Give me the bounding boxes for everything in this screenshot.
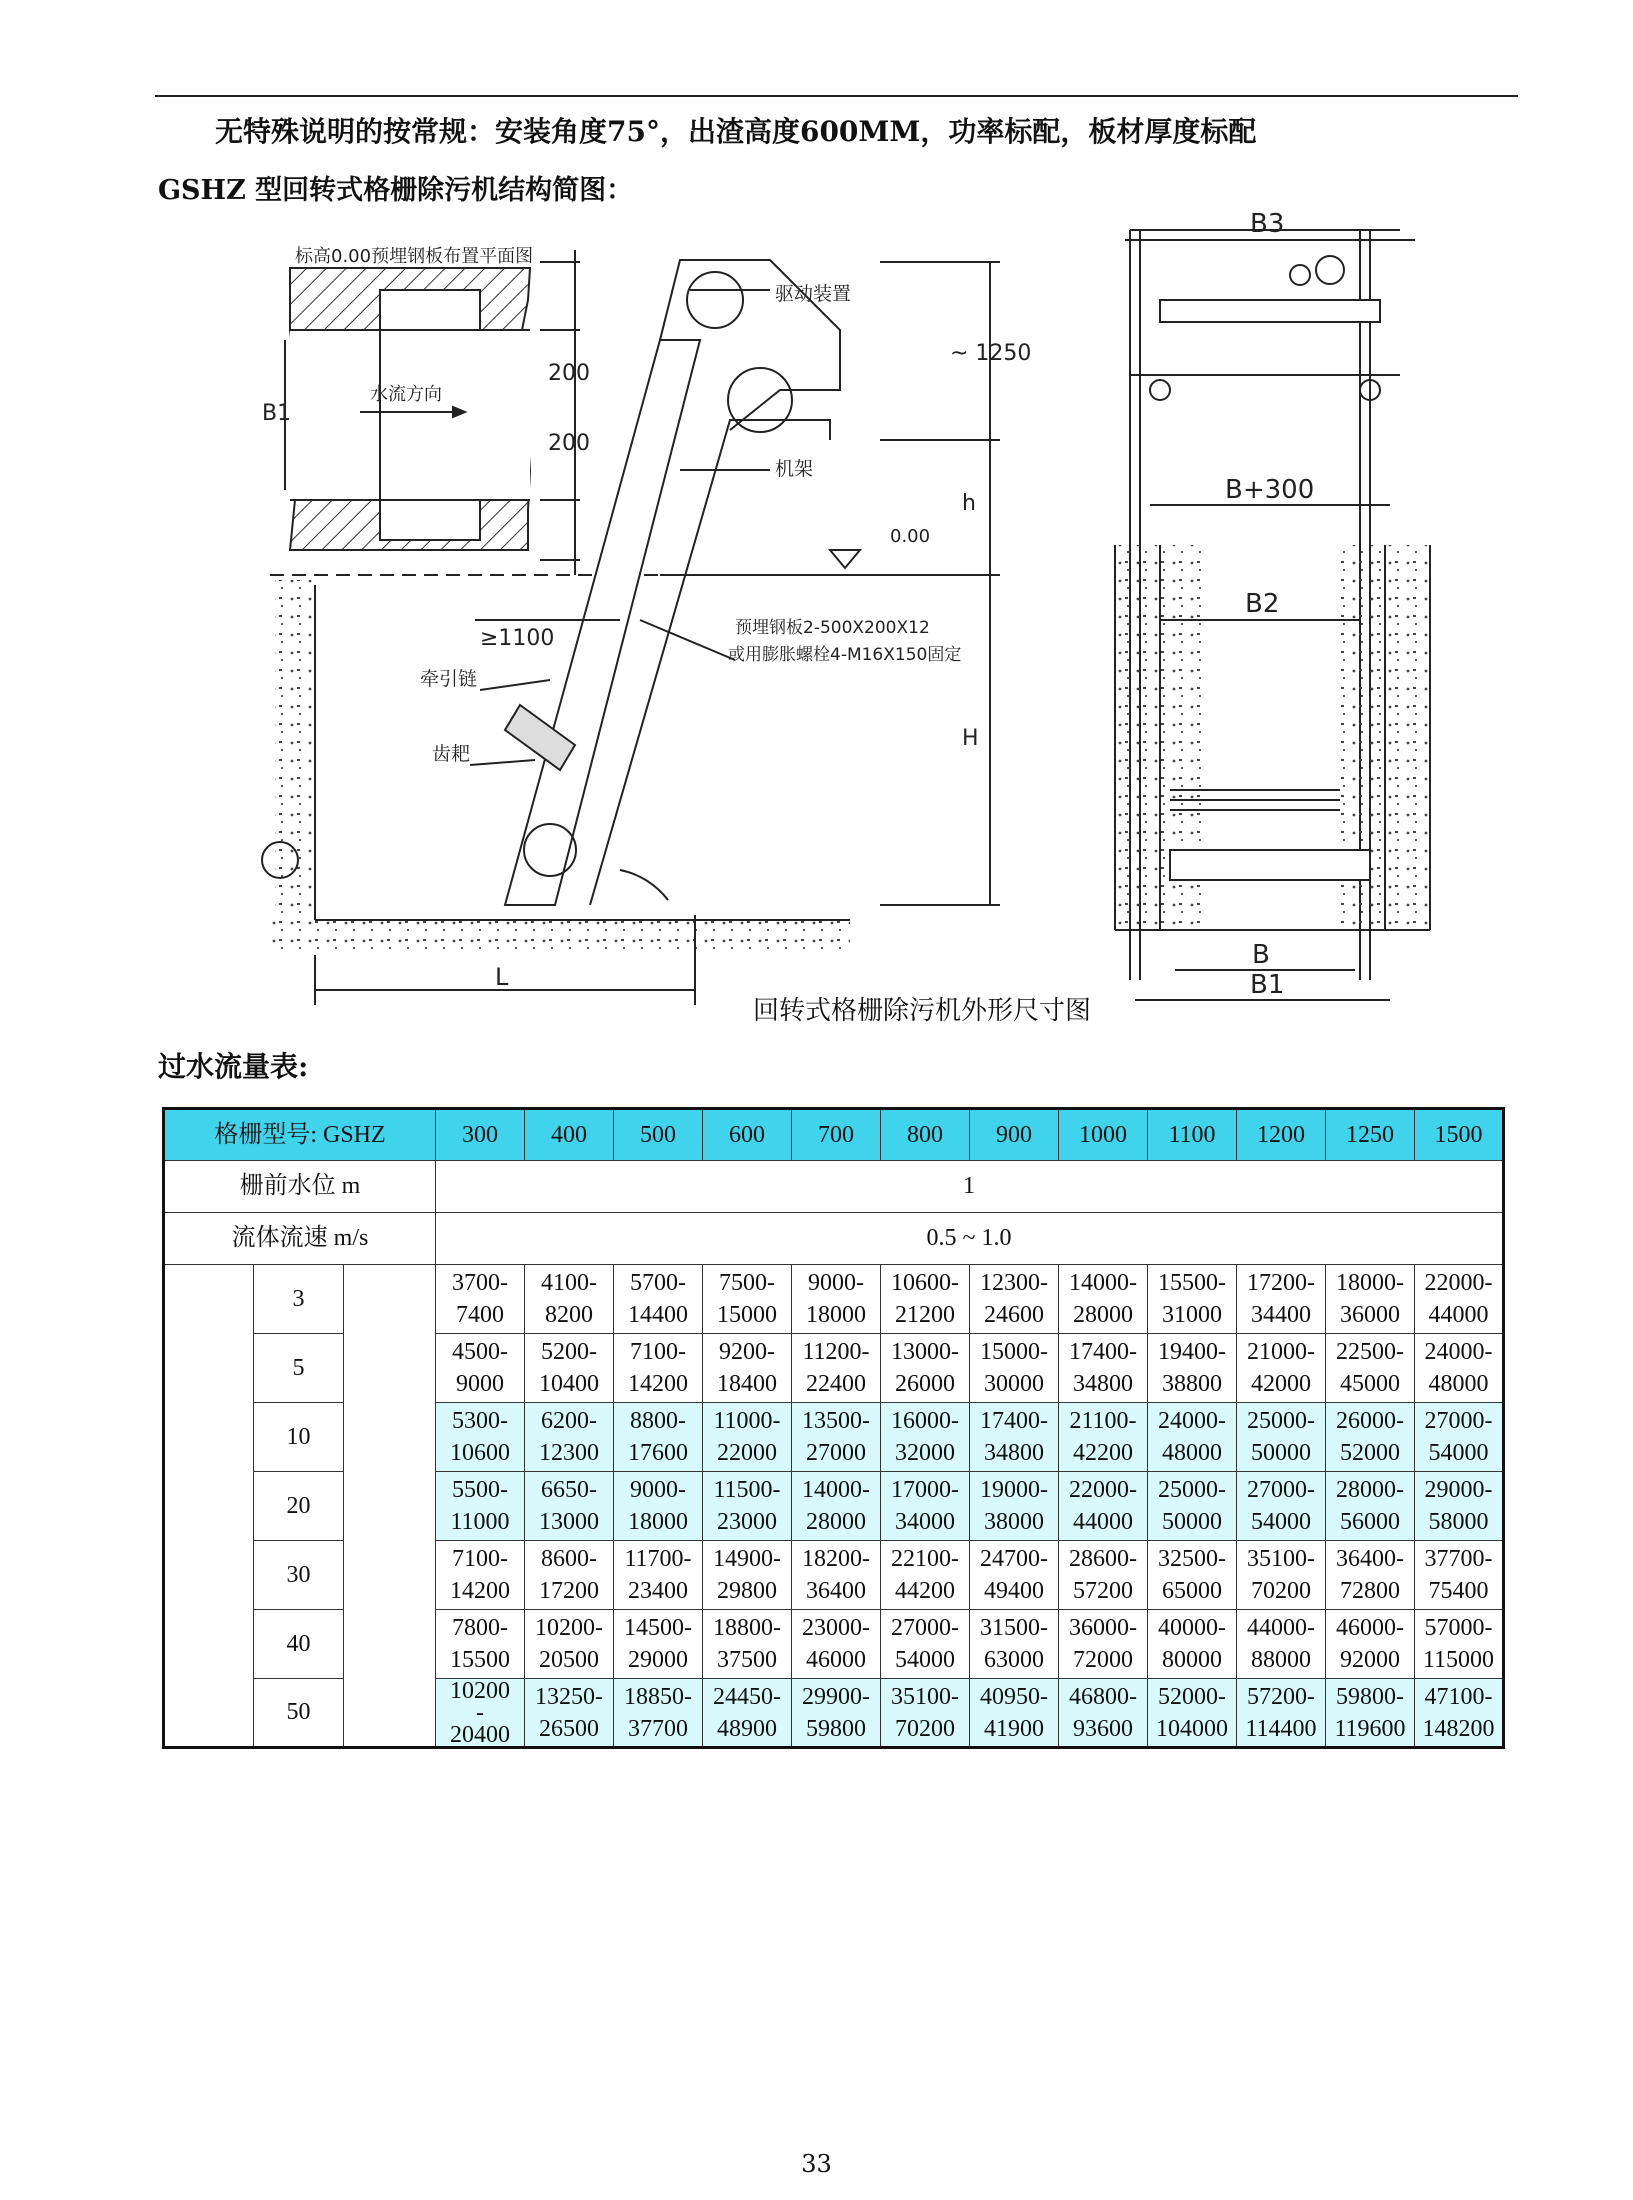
model-1100: 1100	[1148, 1109, 1237, 1161]
flow-cell: 46800- 93600	[1059, 1679, 1148, 1748]
flow-row	[164, 1265, 1504, 1334]
expansion-bolt-label: 或用膨胀螺栓4-M16X150固定	[728, 645, 962, 665]
model-header-row	[164, 1109, 1504, 1161]
level-0-label: 0.00	[890, 526, 931, 547]
blank-left-cell	[164, 1265, 254, 1748]
flow-cell: 22000- 44000	[1059, 1472, 1148, 1541]
flow-cell: 4100- 8200	[525, 1265, 614, 1334]
spec-note: 无特殊说明的按常规：安装角度75°，出渣高度600MM，功率标配，板材厚度标配	[215, 115, 1257, 148]
model-1200: 1200	[1237, 1109, 1326, 1161]
flow-cell: 6650- 13000	[525, 1472, 614, 1541]
flow-cell: 19400- 38800	[1148, 1334, 1237, 1403]
flow-cell: 57000- 115000	[1415, 1610, 1504, 1679]
flow-cell: 29900- 59800	[792, 1679, 881, 1748]
water-direction-label: 水流方向	[370, 384, 442, 405]
flow-cell: 25000- 50000	[1148, 1472, 1237, 1541]
flow-cell: 7800- 15500	[436, 1610, 525, 1679]
flow-cell: 22500- 45000	[1326, 1334, 1415, 1403]
flow-cell: 8600- 17200	[525, 1541, 614, 1610]
flow-cell: 21000- 42000	[1237, 1334, 1326, 1403]
b-plus-300-label: B+300	[1225, 475, 1315, 505]
flow-cell: 57200- 114400	[1237, 1679, 1326, 1748]
b2-dim-label: B2	[1245, 589, 1280, 619]
model-300: 300	[436, 1109, 525, 1161]
flow-cell: 5300- 10600	[436, 1403, 525, 1472]
flow-cell: 16000- 32000	[881, 1403, 970, 1472]
flow-cell: 8800- 17600	[614, 1403, 703, 1472]
flow-cell: 10200 - 20400	[436, 1679, 525, 1748]
flow-cell: 11000- 22000	[703, 1403, 792, 1472]
frame-label: 机架	[775, 458, 814, 480]
b3-dim-label: B3	[1250, 209, 1285, 239]
flow-cell: 46000- 92000	[1326, 1610, 1415, 1679]
model-1000: 1000	[1059, 1109, 1148, 1161]
flow-cell: 22100- 44200	[881, 1541, 970, 1610]
gap-cell: 5	[254, 1334, 344, 1403]
flow-cell: 10200- 20500	[525, 1610, 614, 1679]
flow-cell: 9000- 18000	[792, 1265, 881, 1334]
flow-cell: 17400- 34800	[970, 1403, 1059, 1472]
model-700: 700	[792, 1109, 881, 1161]
flow-cell: 19000- 38000	[970, 1472, 1059, 1541]
flow-cell: 23000- 46000	[792, 1610, 881, 1679]
drawing-caption: 回转式格栅除污机外形尺寸图	[753, 996, 1092, 1026]
embedded-plate-label: 预埋钢板2-500X200X12	[735, 618, 930, 638]
flow-cell: 35100- 70200	[1237, 1541, 1326, 1610]
flow-cell: 36400- 72800	[1326, 1541, 1415, 1610]
plan-view-label: 标高0.00预埋钢板布置平面图	[295, 246, 534, 267]
flow-cell: 13000- 26000	[881, 1334, 970, 1403]
flow-cell: 18200- 36400	[792, 1541, 881, 1610]
dim-200-lower: 200	[548, 431, 590, 456]
flow-cell: 14500- 29000	[614, 1610, 703, 1679]
flow-table	[162, 1107, 1505, 1749]
flow-cell: 21100- 42200	[1059, 1403, 1148, 1472]
drive-unit-label: 驱动装置	[775, 283, 852, 305]
gap-cell: 30	[254, 1541, 344, 1610]
chain-label: 牵引链	[420, 668, 478, 690]
flow-cell: 5200- 10400	[525, 1334, 614, 1403]
water-level-row	[164, 1161, 1504, 1213]
flow-cell: 27000- 54000	[881, 1610, 970, 1679]
flow-cell: 17000- 34000	[881, 1472, 970, 1541]
flow-cell: 36000- 72000	[1059, 1610, 1148, 1679]
flow-cell: 47100- 148200	[1415, 1679, 1504, 1748]
flow-cell: 13500- 27000	[792, 1403, 881, 1472]
flow-cell: 28000- 56000	[1326, 1472, 1415, 1541]
dim-1100-label: ≥1100	[480, 626, 555, 651]
b1-dim-label: B1	[262, 401, 292, 426]
flow-table-title: 过水流量表:	[158, 1050, 309, 1083]
flow-cell: 6200- 12300	[525, 1403, 614, 1472]
model-600: 600	[703, 1109, 792, 1161]
model-800: 800	[881, 1109, 970, 1161]
model-900: 900	[970, 1109, 1059, 1161]
water-level-value: 1	[436, 1161, 1504, 1213]
dim-200-upper: 200	[548, 361, 590, 386]
flow-cell: 28600- 57200	[1059, 1541, 1148, 1610]
diagram-heading: GSHZ 型回转式格栅除污机结构简图：	[158, 175, 634, 206]
dim-h-label: h	[962, 491, 976, 516]
flow-cell: 11500- 23000	[703, 1472, 792, 1541]
flow-cell: 24450- 48900	[703, 1679, 792, 1748]
model-1250: 1250	[1326, 1109, 1415, 1161]
flow-cell: 37700- 75400	[1415, 1541, 1504, 1610]
water-level-label: 栅前水位 m	[164, 1161, 436, 1213]
model-1500: 1500	[1415, 1109, 1504, 1161]
flow-cell: 18800- 37500	[703, 1610, 792, 1679]
b-dim-label: B	[1252, 940, 1270, 970]
gap-cell: 20	[254, 1472, 344, 1541]
flow-cell: 59800- 119600	[1326, 1679, 1415, 1748]
flow-cell: 11700- 23400	[614, 1541, 703, 1610]
gap-cell: 50	[254, 1679, 344, 1748]
flow-cell: 17200- 34400	[1237, 1265, 1326, 1334]
flow-cell: 11200- 22400	[792, 1334, 881, 1403]
flow-cell: 18850- 37700	[614, 1679, 703, 1748]
model-label: 格栅型号: GSHZ	[164, 1109, 436, 1161]
flow-cell: 14900- 29800	[703, 1541, 792, 1610]
flow-cell: 7500- 15000	[703, 1265, 792, 1334]
flow-cell: 13250- 26500	[525, 1679, 614, 1748]
dim-L-label: L	[495, 963, 509, 991]
flow-cell: 5700- 14400	[614, 1265, 703, 1334]
flow-cell: 15500- 31000	[1148, 1265, 1237, 1334]
flow-cell: 24000- 48000	[1148, 1403, 1237, 1472]
flow-cell: 44000- 88000	[1237, 1610, 1326, 1679]
flow-cell: 14000- 28000	[792, 1472, 881, 1541]
flow-cell: 40950- 41900	[970, 1679, 1059, 1748]
flow-cell: 32500- 65000	[1148, 1541, 1237, 1610]
dim-H-label: H	[962, 726, 979, 751]
blank-unit-cell	[344, 1265, 436, 1748]
flow-cell: 35100- 70200	[881, 1679, 970, 1748]
gap-cell: 10	[254, 1403, 344, 1472]
gap-cell: 40	[254, 1610, 344, 1679]
model-500: 500	[614, 1109, 703, 1161]
rake-label: 齿耙	[432, 743, 471, 765]
page-number: 33	[801, 2150, 832, 2178]
flow-cell: 31500- 63000	[970, 1610, 1059, 1679]
flow-cell: 9200- 18400	[703, 1334, 792, 1403]
velocity-row	[164, 1213, 1504, 1265]
flow-cell: 12300- 24600	[970, 1265, 1059, 1334]
flow-cell: 7100- 14200	[436, 1541, 525, 1610]
flow-cell: 24700- 49400	[970, 1541, 1059, 1610]
flow-cell: 27000- 54000	[1415, 1403, 1504, 1472]
flow-cell: 27000- 54000	[1237, 1472, 1326, 1541]
flow-cell: 29000- 58000	[1415, 1472, 1504, 1541]
structure-drawing	[0, 0, 1633, 1040]
velocity-value: 0.5 ~ 1.0	[436, 1213, 1504, 1265]
flow-cell: 26000- 52000	[1326, 1403, 1415, 1472]
flow-cell: 52000- 104000	[1148, 1679, 1237, 1748]
flow-cell: 5500- 11000	[436, 1472, 525, 1541]
flow-cell: 24000- 48000	[1415, 1334, 1504, 1403]
flow-cell: 15000- 30000	[970, 1334, 1059, 1403]
velocity-label: 流体流速 m/s	[164, 1213, 436, 1265]
flow-cell: 22000- 44000	[1415, 1265, 1504, 1334]
flow-cell: 25000- 50000	[1237, 1403, 1326, 1472]
dim-1250-label: ~ 1250	[950, 341, 1032, 366]
flow-cell: 40000- 80000	[1148, 1610, 1237, 1679]
flow-cell: 7100- 14200	[614, 1334, 703, 1403]
b1-bottom-label: B1	[1250, 970, 1285, 1000]
flow-cell: 4500- 9000	[436, 1334, 525, 1403]
flow-cell: 9000- 18000	[614, 1472, 703, 1541]
flow-cell: 18000- 36000	[1326, 1265, 1415, 1334]
gap-cell: 3	[254, 1265, 344, 1334]
model-400: 400	[525, 1109, 614, 1161]
flow-cell: 17400- 34800	[1059, 1334, 1148, 1403]
flow-cell: 14000- 28000	[1059, 1265, 1148, 1334]
flow-cell: 3700- 7400	[436, 1265, 525, 1334]
flow-cell: 10600- 21200	[881, 1265, 970, 1334]
